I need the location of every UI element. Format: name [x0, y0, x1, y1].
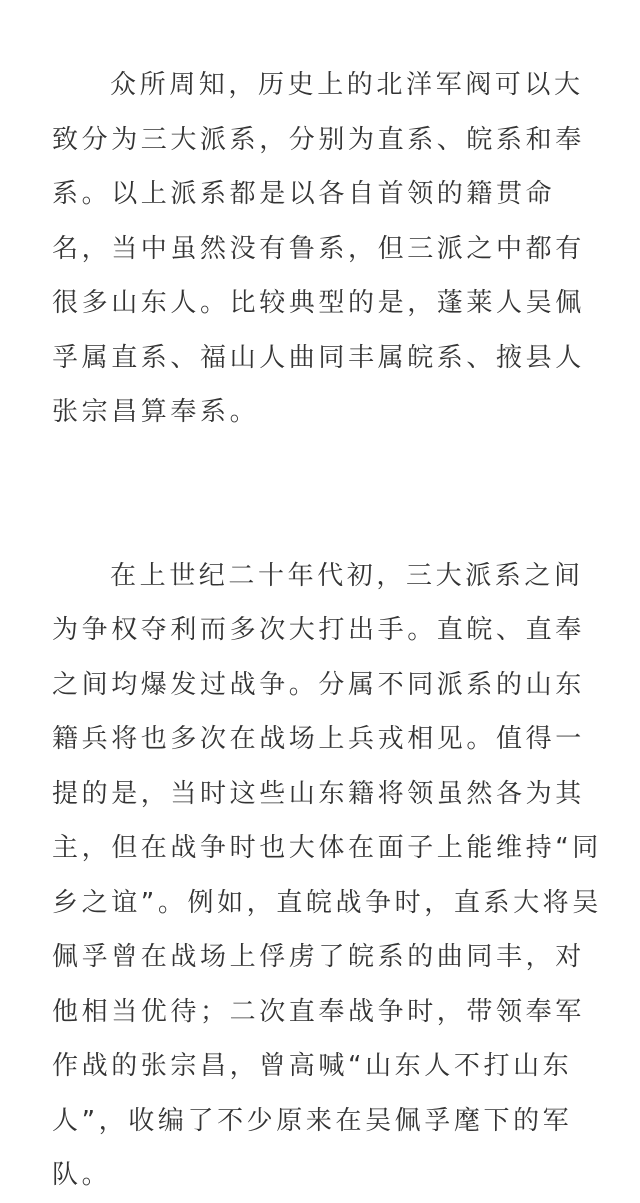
text-line: 乡之谊”。例如，直皖战争时，直系大将吴 [52, 887, 602, 918]
text-line: 主，但在战争时也大体在面子上能维持“同 [52, 833, 602, 863]
text-line: 队。 [52, 1160, 112, 1190]
text-line: 之间均爆发过战争。分属不同派系的山东 [52, 669, 585, 700]
text-line: 籍兵将也多次在战场上兵戎相见。值得一 [52, 724, 585, 754]
article-body [52, 58, 602, 1203]
text-line: 很多山东人。比较典型的是，蓬莱人吴佩 [52, 288, 585, 318]
text-line: 佩孚曾在战场上俘虏了皖系的曲同丰，对 [52, 942, 585, 972]
text-line: 致分为三大派系，分别为直系、皖系和奉 [52, 124, 585, 155]
text-line: 提的是，当时这些山东籍将领虽然各为其 [52, 778, 585, 809]
paragraph-2 [52, 549, 602, 1203]
paragraph-spacer [52, 440, 597, 549]
text-line: 他相当优待；二次直奉战争时，带领奉军 [52, 996, 585, 1027]
text-line: 张宗昌算奉系。 [52, 397, 260, 427]
text-line: 众所周知，历史上的北洋军阀可以大 [110, 70, 584, 100]
paragraph-1 [52, 58, 597, 440]
text-line: 孚属直系、福山人曲同丰属皖系、掖县人 [52, 342, 585, 373]
text-line: 人”，收编了不少原来在吴佩孚麾下的军 [52, 1105, 573, 1136]
text-line: 在上世纪二十年代初，三大派系之间 [110, 560, 584, 591]
text-line: 为争权夺利而多次大打出手。直皖、直奉 [52, 615, 585, 645]
text-line: 作战的张宗昌，曾高喊“山东人不打山东 [52, 1051, 573, 1081]
text-line: 系。以上派系都是以各自首领的籍贯命 [52, 179, 556, 209]
text-line: 名，当中虽然没有鲁系，但三派之中都有 [52, 233, 585, 264]
